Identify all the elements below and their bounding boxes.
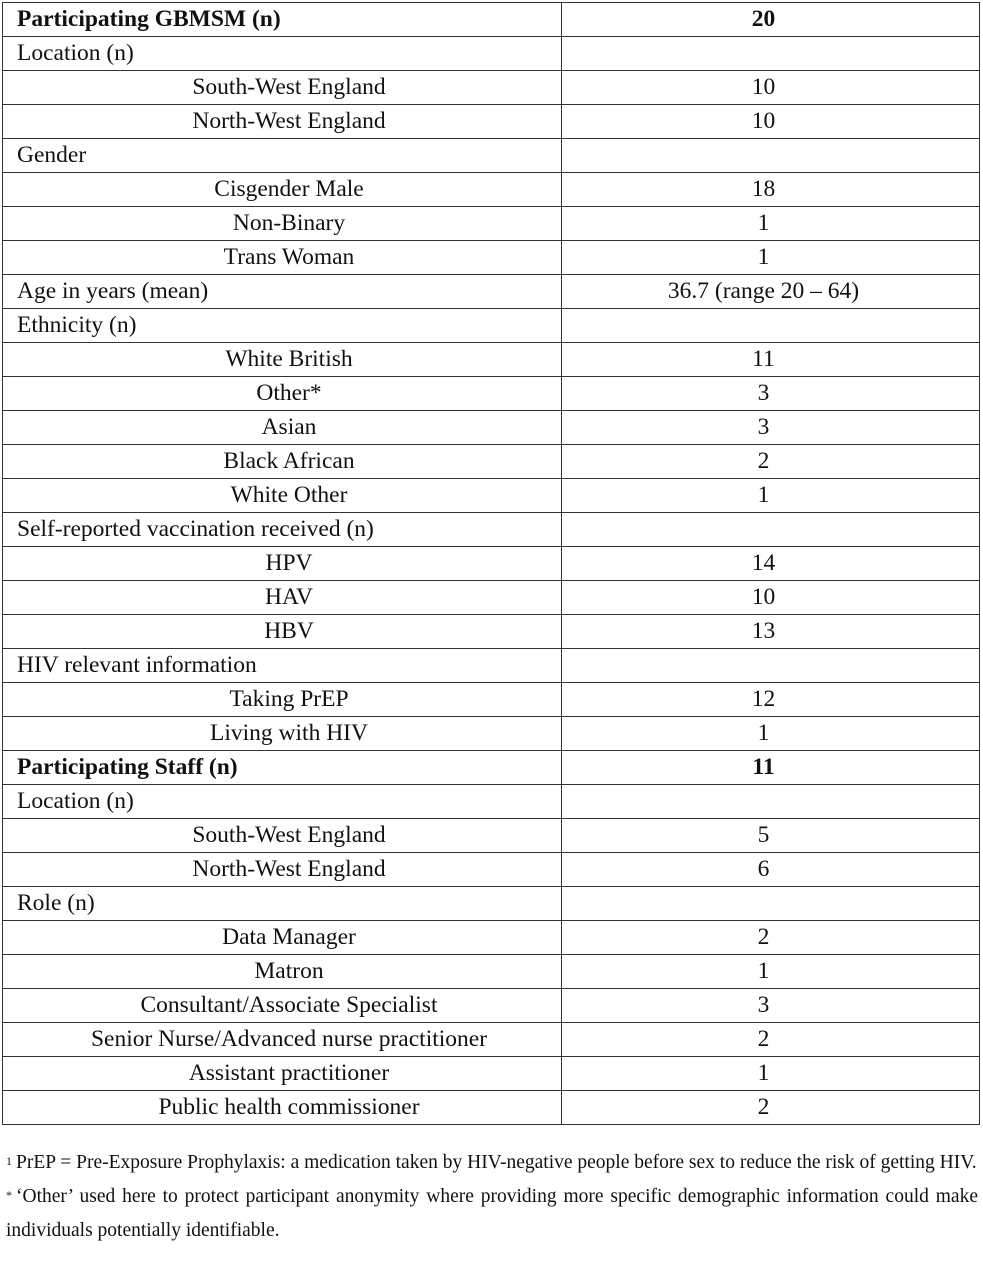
row-label: Cisgender Male (3, 173, 562, 207)
row-value (562, 887, 980, 921)
row-label: Self-reported vaccination received (n) (3, 513, 562, 547)
row-value: 2 (562, 921, 980, 955)
table-body (3, 3, 980, 1125)
row-label: Role (n) (3, 887, 562, 921)
row-label: Gender (3, 139, 562, 173)
row-label: Assistant practitioner (3, 1057, 562, 1091)
table-category-row (3, 139, 980, 173)
row-label: North-West England (3, 105, 562, 139)
row-label: HIV relevant information (3, 649, 562, 683)
table-category-row (3, 309, 980, 343)
row-label: HPV (3, 547, 562, 581)
row-label: North-West England (3, 853, 562, 887)
row-value: 10 (562, 105, 980, 139)
footnote-text: PrEP = Pre-Exposure Prophylaxis: a medication taken by HIV-negative people before sex to reduce the risk of getting HIV. (16, 1152, 977, 1173)
row-value: 13 (562, 615, 980, 649)
row-label: HBV (3, 615, 562, 649)
row-label: Living with HIV (3, 717, 562, 751)
row-value: 18 (562, 173, 980, 207)
row-value: 2 (562, 1091, 980, 1125)
table-subcategory-row (3, 241, 980, 275)
table-subcategory-row (3, 615, 980, 649)
row-label: White British (3, 343, 562, 377)
row-label: Ethnicity (n) (3, 309, 562, 343)
row-value (562, 139, 980, 173)
row-label: Age in years (mean) (3, 275, 562, 309)
row-label: Black African (3, 445, 562, 479)
table-subcategory-row (3, 547, 980, 581)
row-value (562, 37, 980, 71)
table-subcategory-row (3, 955, 980, 989)
row-label: HAV (3, 581, 562, 615)
table-subcategory-row (3, 717, 980, 751)
table-subcategory-row (3, 853, 980, 887)
table-subcategory-row (3, 343, 980, 377)
table-category-row (3, 275, 980, 309)
row-label: South-West England (3, 819, 562, 853)
row-label: South-West England (3, 71, 562, 105)
row-value: 11 (562, 343, 980, 377)
row-value: 3 (562, 377, 980, 411)
table-subcategory-row (3, 105, 980, 139)
row-label: Asian (3, 411, 562, 445)
row-value: 11 (562, 751, 980, 785)
row-value: 36.7 (range 20 – 64) (562, 275, 980, 309)
row-label: Location (n) (3, 785, 562, 819)
row-value: 1 (562, 207, 980, 241)
row-value (562, 785, 980, 819)
table-subcategory-row (3, 989, 980, 1023)
row-label: Participating Staff (n) (3, 751, 562, 785)
table-category-row (3, 785, 980, 819)
row-label: Matron (3, 955, 562, 989)
footnote-marker: * (6, 1188, 12, 1202)
row-value: 1 (562, 717, 980, 751)
row-value: 5 (562, 819, 980, 853)
table-subcategory-row (3, 479, 980, 513)
row-value: 1 (562, 241, 980, 275)
footnote-prep (6, 1146, 978, 1180)
table-category-row (3, 513, 980, 547)
row-value: 14 (562, 547, 980, 581)
row-value: 3 (562, 411, 980, 445)
participant-characteristics-table (2, 2, 980, 1125)
table-category-row (3, 37, 980, 71)
row-label: White Other (3, 479, 562, 513)
footnotes (6, 1146, 978, 1248)
row-value: 20 (562, 3, 980, 37)
table-subcategory-row (3, 683, 980, 717)
table-subcategory-row (3, 71, 980, 105)
row-label: Trans Woman (3, 241, 562, 275)
row-label: Non-Binary (3, 207, 562, 241)
table-category-row (3, 649, 980, 683)
row-label: Participating GBMSM (n) (3, 3, 562, 37)
row-label: Other* (3, 377, 562, 411)
footnote-text: ‘Other’ used here to protect participant anonymity where providing more specific demographic information could make individuals potentially identifiable. (6, 1186, 978, 1241)
table-subcategory-row (3, 207, 980, 241)
row-label: Senior Nurse/Advanced nurse practitioner (3, 1023, 562, 1057)
row-value (562, 309, 980, 343)
table-section-header-row (3, 751, 980, 785)
row-value: 2 (562, 1023, 980, 1057)
table-subcategory-row (3, 581, 980, 615)
row-value: 3 (562, 989, 980, 1023)
row-label: Taking PrEP (3, 683, 562, 717)
row-value: 2 (562, 445, 980, 479)
row-value: 10 (562, 71, 980, 105)
row-value: 1 (562, 479, 980, 513)
table-category-row (3, 887, 980, 921)
table-subcategory-row (3, 921, 980, 955)
table-subcategory-row (3, 1023, 980, 1057)
table-subcategory-row (3, 1057, 980, 1091)
row-label: Consultant/Associate Specialist (3, 989, 562, 1023)
footnote-marker: 1 (6, 1154, 12, 1168)
table-subcategory-row (3, 1091, 980, 1125)
row-label: Public health commissioner (3, 1091, 562, 1125)
table-subcategory-row (3, 445, 980, 479)
table-subcategory-row (3, 819, 980, 853)
row-value: 10 (562, 581, 980, 615)
row-value: 6 (562, 853, 980, 887)
table-subcategory-row (3, 377, 980, 411)
row-value: 1 (562, 1057, 980, 1091)
footnote-other (6, 1180, 978, 1248)
row-value (562, 649, 980, 683)
table-subcategory-row (3, 411, 980, 445)
table-section-header-row (3, 3, 980, 37)
row-value: 1 (562, 955, 980, 989)
row-value (562, 513, 980, 547)
table-subcategory-row (3, 173, 980, 207)
row-value: 12 (562, 683, 980, 717)
row-label: Location (n) (3, 37, 562, 71)
row-label: Data Manager (3, 921, 562, 955)
